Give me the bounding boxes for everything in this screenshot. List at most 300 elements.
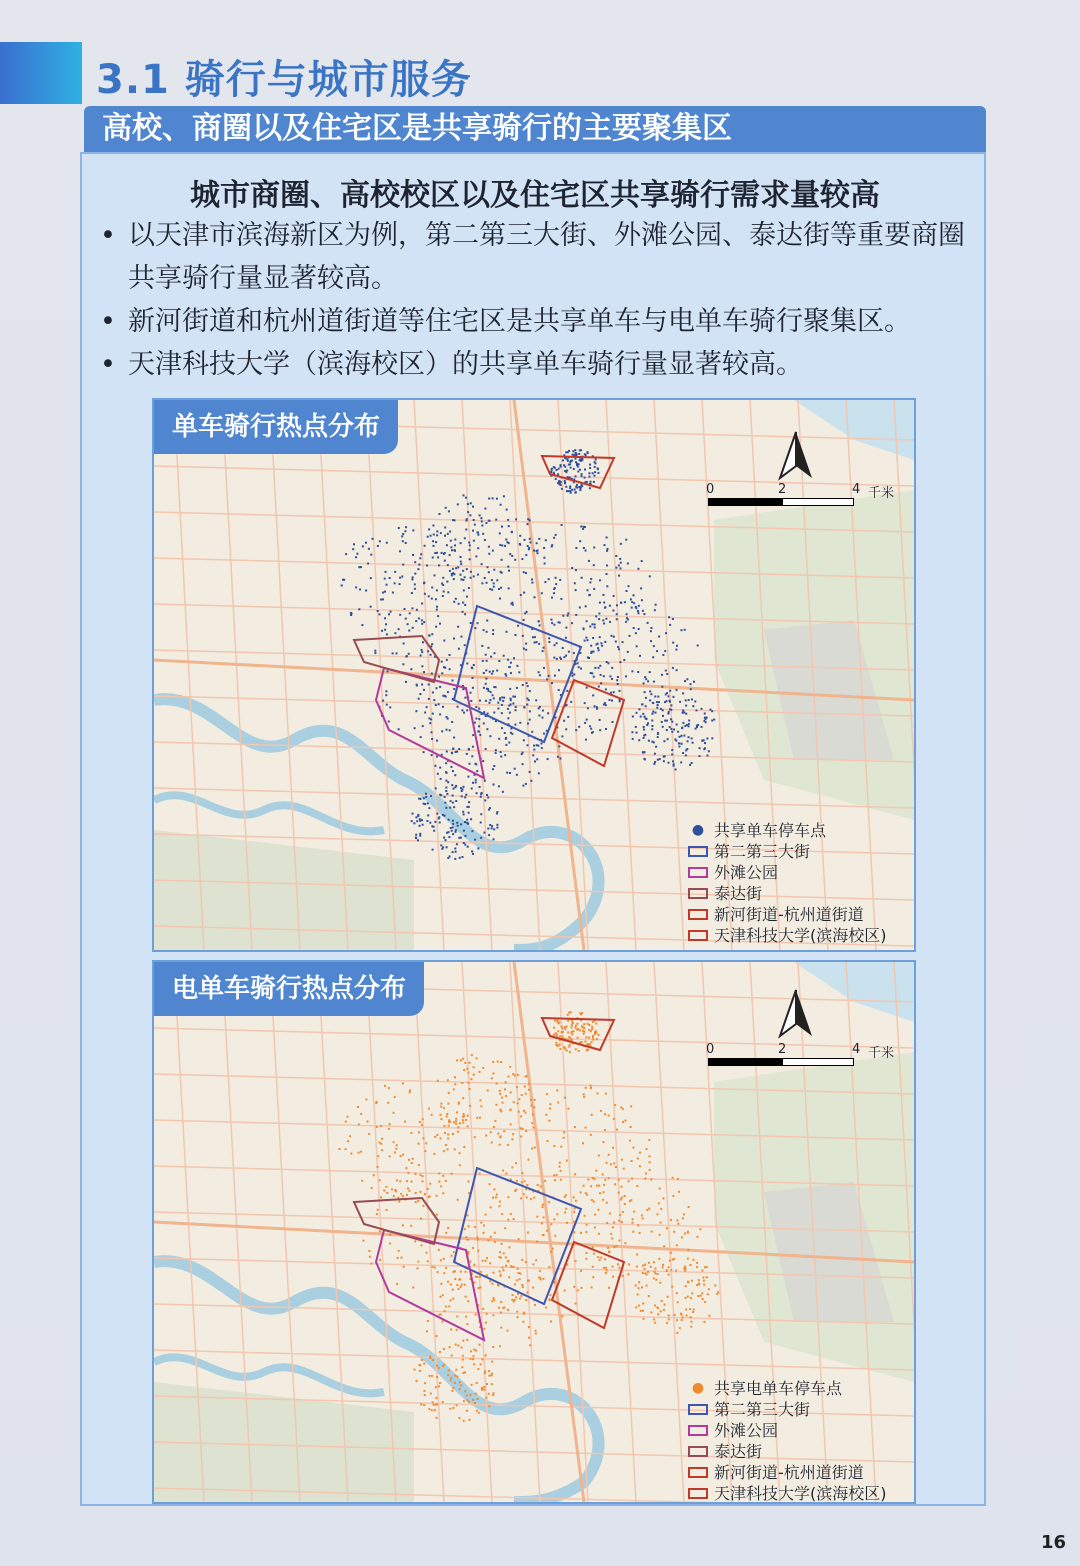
parking-point	[589, 467, 591, 469]
parking-point	[457, 1131, 459, 1133]
parking-point	[486, 728, 488, 730]
parking-point	[687, 1296, 689, 1298]
parking-point	[484, 577, 486, 579]
parking-point	[577, 1289, 579, 1291]
parking-point	[463, 494, 465, 496]
parking-point	[537, 745, 539, 747]
parking-point	[416, 609, 418, 611]
parking-point	[428, 1108, 430, 1110]
parking-point	[462, 611, 464, 613]
parking-point	[656, 650, 658, 652]
parking-point	[642, 1272, 644, 1274]
parking-point	[554, 1282, 556, 1284]
parking-point	[598, 1209, 600, 1211]
parking-point	[421, 623, 423, 625]
parking-point	[424, 1193, 426, 1195]
parking-point	[549, 1299, 551, 1301]
parking-point	[406, 655, 408, 657]
parking-point	[617, 683, 619, 685]
parking-point	[525, 1093, 527, 1095]
parking-point	[664, 720, 666, 722]
parking-point	[612, 1147, 614, 1149]
parking-point	[610, 1163, 612, 1165]
parking-point	[556, 658, 558, 660]
parking-point	[468, 542, 470, 544]
parking-point	[459, 1417, 461, 1419]
parking-point	[590, 1085, 592, 1087]
parking-point	[516, 665, 518, 667]
parking-point	[418, 698, 420, 700]
parking-point	[368, 1133, 370, 1135]
parking-point	[503, 1252, 505, 1254]
parking-point	[589, 594, 591, 596]
parking-point	[606, 1162, 608, 1164]
parking-point	[457, 503, 459, 505]
parking-point	[404, 1121, 406, 1123]
parking-point	[577, 466, 579, 468]
parking-point	[606, 1222, 608, 1224]
parking-point	[496, 824, 498, 826]
parking-point	[560, 658, 562, 660]
parking-point	[690, 683, 692, 685]
parking-point	[479, 1099, 481, 1101]
parking-point	[604, 1129, 606, 1131]
parking-point	[518, 1111, 520, 1113]
parking-point	[666, 1227, 668, 1229]
parking-point	[392, 652, 394, 654]
parking-point	[583, 1093, 585, 1095]
scale-label: 0	[706, 1042, 715, 1057]
parking-point	[464, 644, 466, 646]
parking-point	[515, 1296, 517, 1298]
parking-point	[414, 1240, 416, 1242]
parking-point	[566, 1050, 568, 1052]
parking-point	[499, 598, 501, 600]
parking-point	[512, 1133, 514, 1135]
parking-point	[496, 813, 498, 815]
parking-point	[446, 1115, 448, 1117]
parking-point	[350, 1153, 352, 1155]
parking-point	[470, 818, 472, 820]
parking-point	[693, 1309, 695, 1311]
parking-point	[684, 1233, 686, 1235]
parking-point	[681, 1314, 683, 1316]
parking-point	[361, 1180, 363, 1182]
parking-point	[670, 709, 672, 711]
parking-point	[427, 1320, 429, 1322]
parking-point	[473, 1355, 475, 1357]
parking-point	[420, 553, 422, 555]
parking-point	[428, 684, 430, 686]
legend-item: 天津科技大学(滨海校区)	[688, 1483, 914, 1504]
parking-point	[686, 678, 688, 680]
parking-point	[449, 570, 451, 572]
parking-point	[519, 1278, 521, 1280]
section-banner: 高校、商圈以及住宅区是共享骑行的主要聚集区	[84, 106, 986, 152]
parking-point	[631, 670, 633, 672]
parking-point	[590, 645, 592, 647]
parking-point	[632, 1147, 634, 1149]
parking-point	[357, 1106, 359, 1108]
parking-point	[498, 1285, 500, 1287]
parking-point	[699, 1228, 701, 1230]
parking-point	[481, 582, 483, 584]
parking-point	[386, 633, 388, 635]
parking-point	[488, 1239, 490, 1241]
parking-point	[436, 530, 438, 532]
parking-point	[476, 1410, 478, 1412]
parking-point	[500, 504, 502, 506]
parking-point	[554, 644, 556, 646]
parking-point	[355, 556, 357, 558]
parking-point	[415, 1201, 417, 1203]
parking-point	[434, 821, 436, 823]
parking-point	[633, 602, 635, 604]
parking-point	[620, 602, 622, 604]
parking-point	[542, 650, 544, 652]
parking-point	[626, 590, 628, 592]
parking-point	[593, 588, 595, 590]
parking-point	[594, 1033, 596, 1035]
parking-point	[472, 677, 474, 679]
parking-point	[588, 472, 590, 474]
parking-point	[401, 1257, 403, 1259]
legend-item: 外滩公园	[688, 862, 914, 883]
parking-point	[613, 1246, 615, 1248]
parking-point	[432, 849, 434, 851]
parking-point	[671, 721, 673, 723]
parking-point	[612, 610, 614, 612]
parking-point	[575, 475, 577, 477]
parking-point	[394, 1096, 396, 1098]
parking-point	[493, 686, 495, 688]
parking-point	[451, 549, 453, 551]
parking-point	[502, 791, 504, 793]
parking-point	[606, 537, 608, 539]
parking-point	[516, 1180, 518, 1182]
parking-point	[676, 724, 678, 726]
parking-point	[453, 1271, 455, 1273]
parking-point	[536, 1216, 538, 1218]
parking-point	[465, 1296, 467, 1298]
parking-point	[465, 1271, 467, 1273]
parking-point	[515, 706, 517, 708]
parking-point	[498, 660, 500, 662]
parking-point	[511, 602, 513, 604]
parking-point	[428, 1196, 430, 1198]
parking-point	[520, 1197, 522, 1199]
parking-point	[616, 1245, 618, 1247]
parking-point	[529, 538, 531, 540]
parking-point	[430, 535, 432, 537]
parking-point	[469, 1062, 471, 1064]
parking-point	[635, 606, 637, 608]
parking-point	[636, 732, 638, 734]
parking-point	[609, 605, 611, 607]
parking-point	[603, 594, 605, 596]
parking-point	[597, 468, 599, 470]
parking-point	[517, 1074, 519, 1076]
parking-point	[591, 651, 593, 653]
parking-point	[708, 1288, 710, 1290]
parking-point	[483, 629, 485, 631]
parking-point	[589, 725, 591, 727]
parking-point	[511, 733, 513, 735]
parking-point	[611, 700, 613, 702]
parking-point	[564, 480, 566, 482]
parking-point	[451, 784, 453, 786]
parking-point	[489, 702, 491, 704]
parking-point	[513, 1266, 515, 1268]
parking-point	[421, 649, 423, 651]
parking-point	[445, 787, 447, 789]
parking-point	[467, 1125, 469, 1127]
parking-point	[454, 848, 456, 850]
parking-point	[598, 1034, 600, 1036]
parking-point	[653, 1261, 655, 1263]
parking-point	[466, 1395, 468, 1397]
parking-point	[499, 1090, 501, 1092]
parking-point	[593, 481, 595, 483]
parking-point	[452, 568, 454, 570]
parking-point	[394, 1151, 396, 1153]
parking-point	[492, 633, 494, 635]
content-heading: 城市商圈、高校校区以及住宅区共享骑行需求量较高	[190, 178, 880, 213]
parking-point	[578, 726, 580, 728]
parking-point	[666, 1270, 668, 1272]
parking-point	[610, 1233, 612, 1235]
parking-point	[445, 1144, 447, 1146]
parking-point	[690, 1316, 692, 1318]
parking-point	[701, 708, 703, 710]
parking-point	[650, 693, 652, 695]
parking-point	[499, 544, 501, 546]
parking-point	[394, 582, 396, 584]
parking-point	[543, 1234, 545, 1236]
parking-point	[575, 614, 577, 616]
parking-point	[457, 566, 459, 568]
parking-point	[347, 1140, 349, 1142]
parking-point	[490, 1236, 492, 1238]
parking-point	[426, 820, 428, 822]
parking-point	[419, 693, 421, 695]
parking-point	[509, 553, 511, 555]
parking-point	[451, 830, 453, 832]
parking-point	[439, 1351, 441, 1353]
parking-point	[640, 1310, 642, 1312]
parking-point	[489, 699, 491, 701]
parking-point	[645, 678, 647, 680]
parking-point	[441, 730, 443, 732]
parking-point	[587, 707, 589, 709]
parking-point	[402, 1224, 404, 1226]
parking-point	[435, 626, 437, 628]
parking-point	[571, 1031, 573, 1033]
parking-point	[414, 561, 416, 563]
parking-point	[421, 1359, 423, 1361]
parking-point	[418, 798, 420, 800]
parking-point	[431, 643, 433, 645]
parking-point	[376, 1213, 378, 1215]
parking-point	[569, 487, 571, 489]
parking-point	[628, 1180, 630, 1182]
parking-point	[498, 738, 500, 740]
parking-point	[512, 703, 514, 705]
parking-point	[468, 1225, 470, 1227]
parking-point	[676, 1332, 678, 1334]
parking-point	[669, 690, 671, 692]
parking-point	[632, 1231, 634, 1233]
parking-point	[385, 1186, 387, 1188]
parking-point	[476, 1237, 478, 1239]
parking-point	[587, 639, 589, 641]
parking-point	[528, 1337, 530, 1339]
parking-point	[441, 583, 443, 585]
parking-point	[434, 1267, 436, 1269]
parking-point	[505, 1256, 507, 1258]
parking-point	[627, 1273, 629, 1275]
parking-point	[464, 1284, 466, 1286]
parking-point	[581, 475, 583, 477]
parking-point	[399, 583, 401, 585]
parking-point	[571, 489, 573, 491]
parking-point	[594, 475, 596, 477]
parking-point	[406, 1180, 408, 1182]
parking-point	[585, 637, 587, 639]
parking-point	[419, 1174, 421, 1176]
parking-point	[580, 460, 582, 462]
parking-point	[588, 1037, 590, 1039]
parking-point	[586, 1049, 588, 1051]
parking-point	[635, 1285, 637, 1287]
parking-point	[386, 1192, 388, 1194]
parking-point	[642, 1265, 644, 1267]
parking-point	[703, 1284, 705, 1286]
parking-point	[521, 753, 523, 755]
parking-point	[440, 1185, 442, 1187]
parking-point	[454, 1083, 456, 1085]
parking-point	[419, 1121, 421, 1123]
parking-point	[545, 1307, 547, 1309]
parking-point	[556, 1174, 558, 1176]
parking-point	[560, 1179, 562, 1181]
parking-point	[510, 698, 512, 700]
parking-point	[624, 601, 626, 603]
parking-point	[717, 1291, 719, 1293]
parking-point	[600, 642, 602, 644]
parking-point	[483, 1386, 485, 1388]
parking-point	[500, 751, 502, 753]
parking-point	[594, 466, 596, 468]
north-arrow-icon	[776, 988, 816, 1040]
parking-point	[494, 652, 496, 654]
parking-point	[365, 590, 367, 592]
parking-point	[427, 814, 429, 816]
parking-point	[440, 1137, 442, 1139]
parking-point	[412, 576, 414, 578]
parking-point	[462, 1097, 464, 1099]
parking-point	[612, 1266, 614, 1268]
parking-point	[485, 683, 487, 685]
parking-point	[547, 1140, 549, 1142]
parking-point	[458, 1288, 460, 1290]
parking-point	[452, 851, 454, 853]
parking-point	[592, 637, 594, 639]
parking-point	[563, 464, 565, 466]
parking-point	[449, 729, 451, 731]
parking-point	[449, 554, 451, 556]
parking-point	[486, 794, 488, 796]
parking-point	[448, 836, 450, 838]
parking-point	[430, 718, 432, 720]
parking-point	[477, 1239, 479, 1241]
parking-point	[434, 574, 436, 576]
parking-point	[433, 1153, 435, 1155]
parking-point	[398, 728, 400, 730]
parking-point	[598, 686, 600, 688]
parking-point	[473, 1066, 475, 1068]
parking-point	[508, 542, 510, 544]
parking-point	[500, 1257, 502, 1259]
parking-point	[600, 674, 602, 676]
parking-point	[457, 626, 459, 628]
parking-point	[604, 1179, 606, 1181]
parking-point	[527, 518, 529, 520]
parking-point	[485, 669, 487, 671]
parking-point	[402, 663, 404, 665]
parking-point	[470, 1350, 472, 1352]
parking-point	[494, 1241, 496, 1243]
parking-point	[462, 856, 464, 858]
parking-point	[370, 577, 372, 579]
parking-point	[467, 1215, 469, 1217]
parking-point	[445, 1306, 447, 1308]
parking-point	[620, 1106, 622, 1108]
parking-point	[519, 543, 521, 545]
legend-points: ● 共享电单车停车点	[691, 1379, 843, 1398]
parking-point	[572, 450, 574, 452]
parking-point	[684, 1270, 686, 1272]
parking-point	[523, 1193, 525, 1195]
parking-point	[597, 472, 599, 474]
parking-point	[491, 1283, 493, 1285]
parking-point	[407, 1187, 409, 1189]
parking-point	[514, 559, 516, 561]
parking-point	[606, 1269, 608, 1271]
parking-point	[560, 484, 562, 486]
parking-point	[505, 744, 507, 746]
parking-point	[542, 717, 544, 719]
parking-point	[604, 641, 606, 643]
parking-point	[461, 1347, 463, 1349]
parking-point	[381, 630, 383, 632]
scale-unit: 千米	[868, 486, 895, 501]
parking-point	[542, 710, 544, 712]
parking-point	[421, 651, 423, 653]
parking-point	[517, 1268, 519, 1270]
parking-point	[432, 540, 434, 542]
parking-point	[499, 532, 501, 534]
parking-point	[541, 743, 543, 745]
parking-point	[491, 1383, 493, 1385]
parking-point	[523, 1180, 525, 1182]
parking-point	[414, 583, 416, 585]
parking-point	[608, 1177, 610, 1179]
parking-point	[501, 526, 503, 528]
parking-point	[466, 568, 468, 570]
parking-point	[685, 705, 687, 707]
parking-point	[460, 556, 462, 558]
